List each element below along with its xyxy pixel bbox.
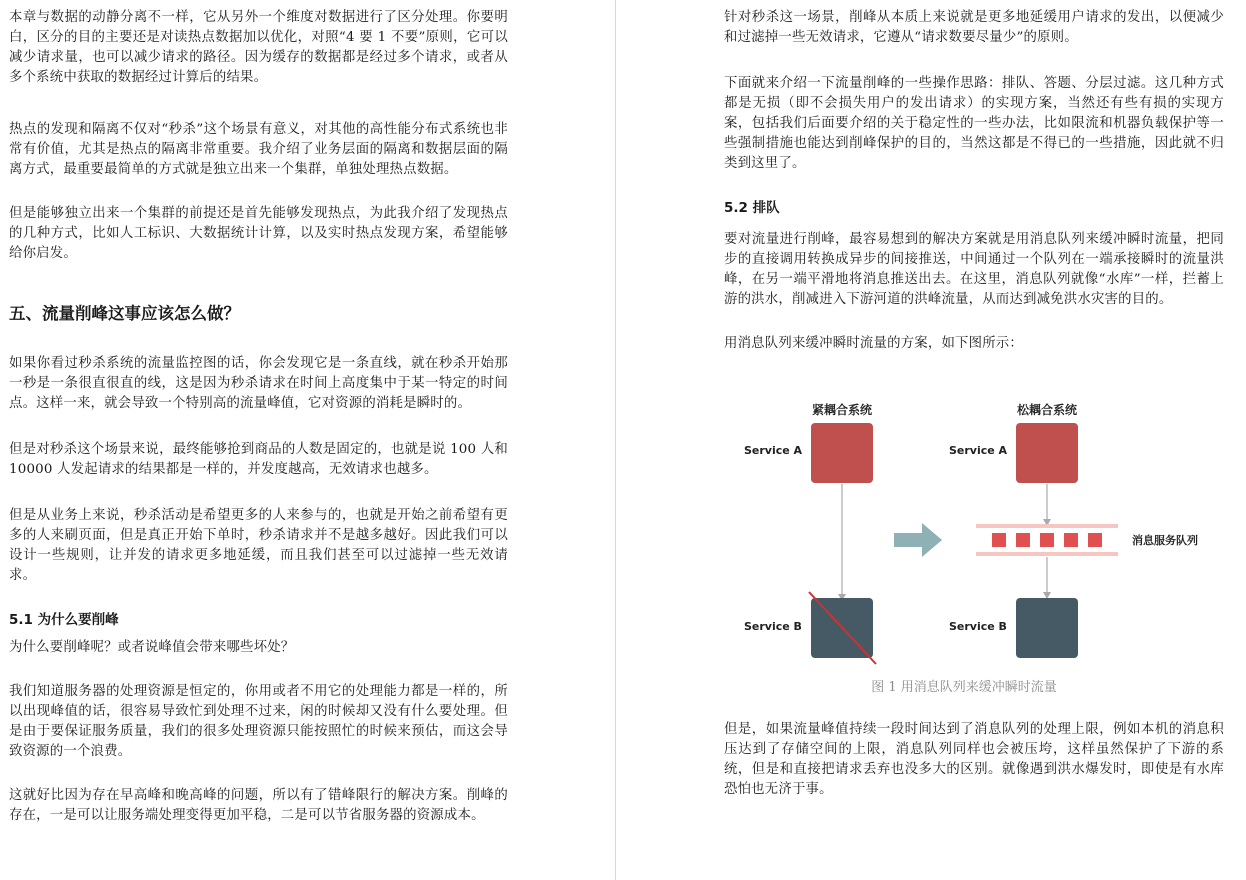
queue-message bbox=[1040, 533, 1054, 547]
page-divider bbox=[615, 0, 616, 880]
paragraph: 要对流量进行削峰，最容易想到的解决方案就是用消息队列来缓冲瞬时流量，把同步的直接调用转换成异步的间接推送，中间通过一个队列在一端承接瞬时的流量洪峰，在另一端平滑地将消息推送出去。在这里，消息队列就像“水库”一样，拦蓄上游的洪水，削减进入下游河道的洪峰流量，从而达到减免洪水灾害的目的。 bbox=[724, 232, 1224, 307]
queue-message bbox=[1016, 533, 1030, 547]
queue-diagram bbox=[724, 354, 1234, 674]
paragraph: 本章与数据的动静分离不一样，它从另外一个维度对数据进行了区分处理。你要明白，区分的目的主要还是对读热点数据加以优化，对照“4 要 1 不要”原则，它可以减少请求量，也可以减少请求的路径。因为缓存的数据都是经过多个请求，或者从多个系统中获取的数据经过计算后的结果。 bbox=[9, 10, 508, 85]
section-heading: 五、流量削峰这事应该怎么做？ bbox=[9, 304, 240, 323]
transform-arrow-icon bbox=[894, 523, 942, 557]
tight-coupling-title: 紧耦合系统 bbox=[811, 403, 873, 417]
diagram-svg bbox=[724, 354, 1234, 674]
subsection-heading: 5.1 为什么要削峰 bbox=[9, 612, 119, 628]
service-a-box bbox=[811, 423, 873, 483]
service-b-label: Service B bbox=[949, 620, 1007, 633]
queue-border-bottom bbox=[976, 552, 1118, 556]
service-b-label: Service B bbox=[744, 620, 802, 633]
paragraph: 下面就来介绍一下流量削峰的一些操作思路：排队、答题、分层过滤。这几种方式都是无损（即不会损失用户的发出请求）的实现方案，当然还有些有损的实现方案，包括我们后面要介绍的关于稳定性的一些办法，比如限流和机器负载保护等一些强制措施也能达到削峰保护的目的，当然这都是不得已的一些措施，因此就不归类到这里了。 bbox=[724, 76, 1224, 171]
paragraph: 热点的发现和隔离不仅对“秒杀”这个场景有意义，对其他的高性能分布式系统也非常有价值，尤其是热点的隔离非常重要。我介绍了业务层面的隔离和数据层面的隔离方式，最重要最简单的方式就是独立出来一个集群，单独处理热点数据。 bbox=[9, 122, 508, 177]
paragraph: 但是从业务上来说，秒杀活动是希望更多的人来参与的，也就是开始之前希望有更多的人来刷页面，但是真正开始下单时，秒杀请求并不是越多越好。因此我们可以设计一些规则，让并发的请求更多地延缓，而且我们甚至可以过滤掉一些无效请求。 bbox=[9, 508, 508, 583]
arrow-head bbox=[1043, 592, 1051, 599]
service-a-box bbox=[1016, 423, 1078, 483]
paragraph: 我们知道服务器的处理资源是恒定的，你用或者不用它的处理能力都是一样的，所以出现峰值的话，很容易导致忙到处理不过来，闲的时候却又没有什么要处理。但是由于要保证服务质量，我们的很多处理资源只能按照忙的时候来预估，而这会导致资源的一个浪费。 bbox=[9, 684, 508, 759]
paragraph: 如果你看过秒杀系统的流量监控图的话，你会发现它是一条直线，就在秒杀开始那一秒是一条很直很直的线，这是因为秒杀请求在时间上高度集中于某一特定的时间点。这样一来，就会导致一个特别高的流量峰值，它对资源的消耗是瞬时的。 bbox=[9, 356, 508, 411]
service-b-box bbox=[1016, 598, 1078, 658]
queue-message bbox=[992, 533, 1006, 547]
queue-message bbox=[1088, 533, 1102, 547]
paragraph: 但是对秒杀这个场景来说，最终能够抢到商品的人数是固定的，也就是说 100 人和 10000 人发起请求的结果都是一样的，并发度越高，无效请求也越多。 bbox=[9, 442, 508, 477]
paragraph: 针对秒杀这一场景，削峰从本质上来说就是更多地延缓用户请求的发出，以便减少和过滤掉一些无效请求，它遵从“请求数要尽量少”的原则。 bbox=[724, 10, 1224, 45]
figure-caption: 图 1 用消息队列来缓冲瞬时流量 bbox=[871, 680, 1057, 695]
queue-message bbox=[1064, 533, 1078, 547]
service-a-label: Service A bbox=[949, 444, 1008, 457]
queue-border-top bbox=[976, 524, 1118, 528]
left-page bbox=[0, 0, 616, 880]
right-page bbox=[617, 0, 1246, 880]
subsection-heading: 5.2 排队 bbox=[724, 200, 780, 216]
paragraph: 但是，如果流量峰值持续一段时间达到了消息队列的处理上限，例如本机的消息积压达到了存储空间的上限，消息队列同样也会被压垮，这样虽然保护了下游的系统，但是和直接把请求丢弃也没多大的区别。就像遇到洪水爆发时，即使是有水库恐怕也无济于事。 bbox=[724, 722, 1224, 797]
paragraph: 为什么要削峰呢？或者说峰值会带来哪些坏处？ bbox=[9, 640, 295, 655]
queue-label: 消息服务队列 bbox=[1132, 534, 1198, 547]
paragraph: 这就好比因为存在早高峰和晚高峰的问题，所以有了错峰限行的解决方案。削峰的存在，一是可以让服务端处理变得更加平稳，二是可以节省服务器的资源成本。 bbox=[9, 788, 508, 823]
paragraph: 用消息队列来缓冲瞬时流量的方案，如下图所示： bbox=[724, 336, 1023, 351]
service-a-label: Service A bbox=[744, 444, 803, 457]
paragraph: 但是能够独立出来一个集群的前提还是首先能够发现热点，为此我介绍了发现热点的几种方式，比如人工标识、大数据统计计算，以及实时热点发现方案，希望能够给你启发。 bbox=[9, 206, 508, 261]
loose-coupling-title: 松耦合系统 bbox=[1016, 403, 1078, 417]
